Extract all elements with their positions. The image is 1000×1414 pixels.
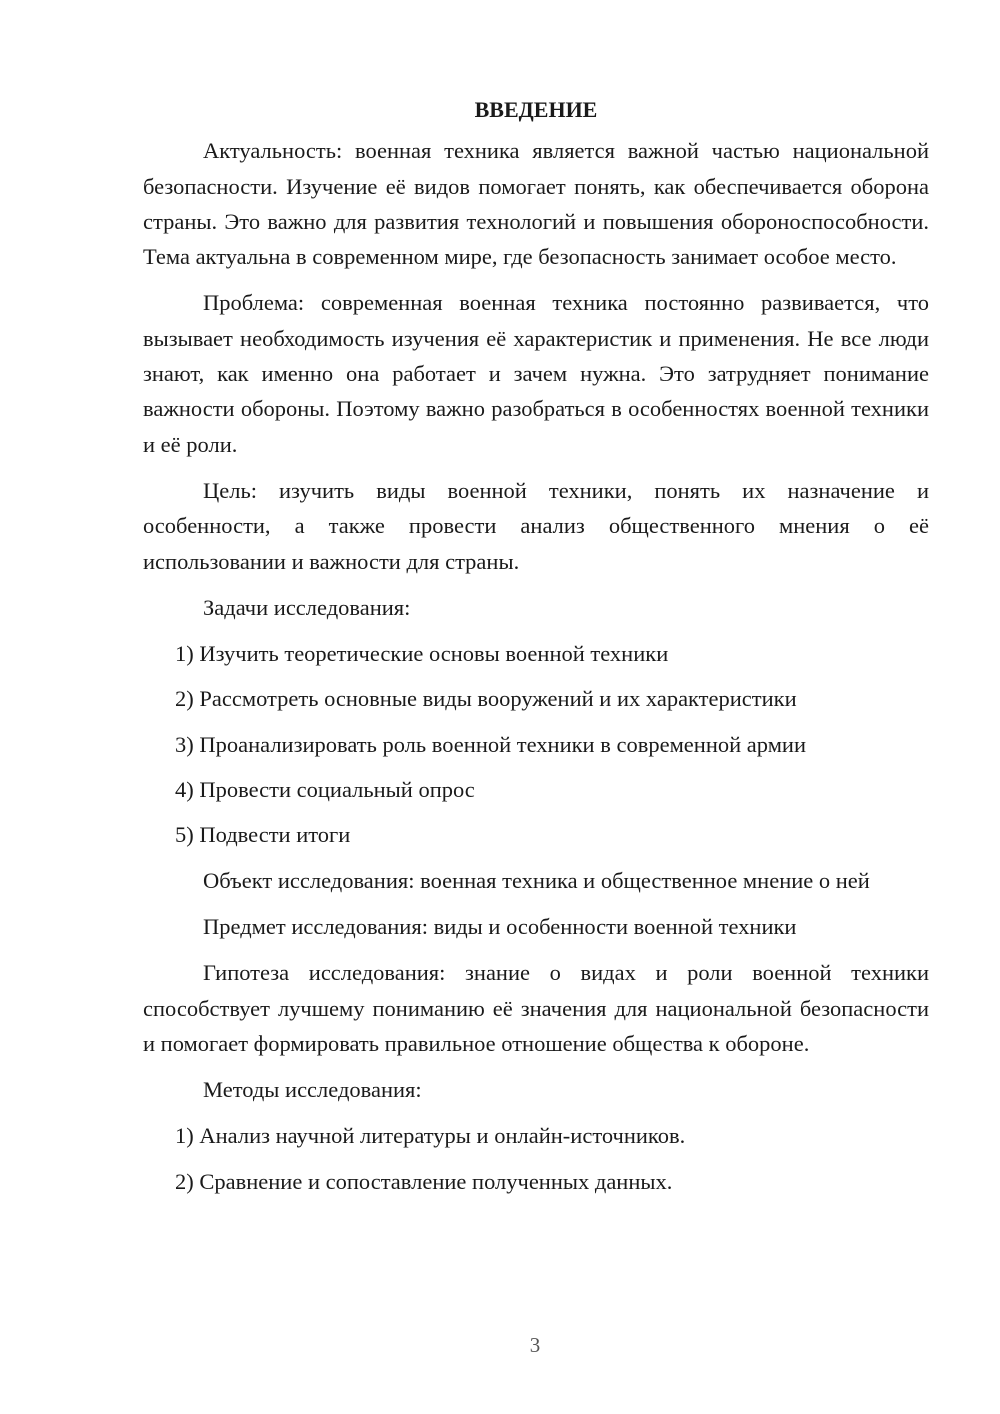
task-item: 1) Изучить теоретические основы военной техники [175, 641, 669, 667]
method-item: 1) Анализ научной литературы и онлайн-источников. [175, 1123, 686, 1149]
page-content [143, 92, 929, 1209]
section-title: ВВЕДЕНИЕ [474, 97, 598, 122]
subject-paragraph: Предмет исследования: виды и особенности военной техники [203, 913, 797, 939]
task-item: 5) Подвести итоги [175, 822, 351, 848]
object-paragraph: Объект исследования: военная техника и общественное мнение о ней [203, 867, 870, 893]
goal-paragraph: Цель: изучить виды военной техники, понять их назначение и особенности, а также провести анализ общественного мнения о её использовании и важности для страны. [143, 477, 929, 574]
method-item: 2) Сравнение и сопоставление полученных данных. [175, 1168, 673, 1194]
tasks-heading: Задачи исследования: [203, 594, 411, 620]
page-number: 3 [529, 1333, 541, 1357]
task-item: 4) Провести социальный опрос [175, 777, 475, 803]
methods-list [143, 1118, 929, 1199]
problem-paragraph: Проблема: современная военная техника постоянно развивается, что вызывает необходимость изучения её характеристик и применения. Не все люди знают, как именно она работает и зачем нужна. Это затрудняет понимание важности обороны. Поэтому важно разобраться в особенностях военной техники и её роли. [143, 290, 929, 457]
relevance-paragraph: Актуальность: военная техника является важной частью национальной безопасности. Изучение её видов помогает понять, как обеспечивается оборона страны. Это важно для развития технологий и повышения обороноспособности. Тема актуальна в современном мире, где безопасность занимает особое место. [143, 138, 929, 270]
task-item: 2) Рассмотреть основные виды вооружений и их характеристики [175, 686, 797, 712]
tasks-list [143, 636, 929, 852]
methods-heading: Методы исследования: [203, 1077, 422, 1103]
hypothesis-paragraph: Гипотеза исследования: знание о видах и роли военной техники способствует лучшему пониманию её значения для национальной безопасности и помогает формировать правильное отношение общества к обороне. [143, 960, 929, 1056]
task-item: 3) Проанализировать роль военной техники в современной армии [175, 731, 807, 757]
